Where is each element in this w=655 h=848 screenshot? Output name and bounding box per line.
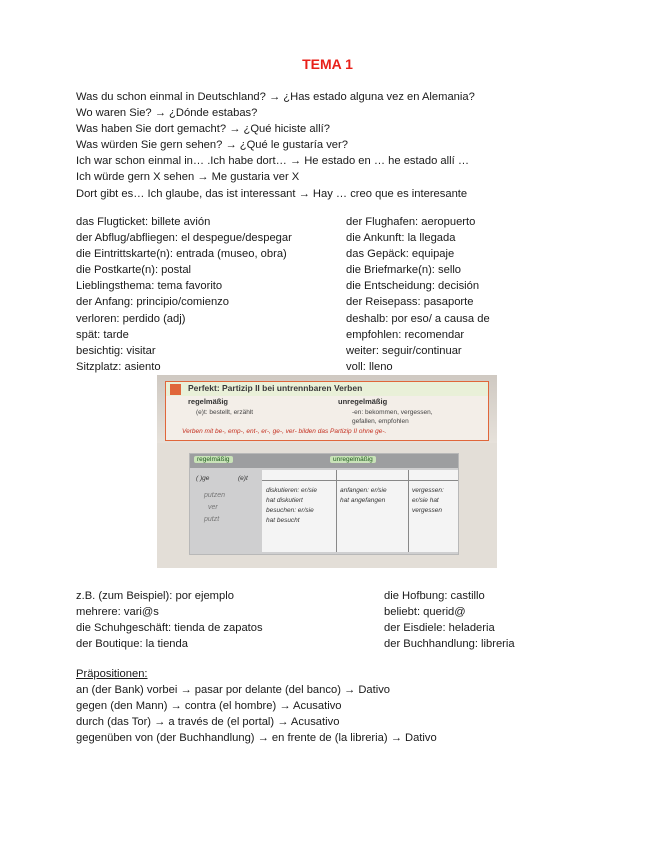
vocab-item: weiter: seguir/continuar [346, 344, 462, 357]
col-b-line: anfangen: er/sie [340, 487, 387, 494]
grammar-square-icon [170, 384, 181, 395]
phrase-item: der Buchhandlung: libreria [384, 638, 515, 651]
vocab-item: das Flugticket: billete avión [76, 216, 211, 228]
col-b-line: hat angefangen [340, 497, 386, 504]
preposition-item: durch (das Tor) → a través de (el portal) → Acusativo [76, 716, 340, 729]
prepositions-section [76, 666, 437, 746]
intro-line: Was würden Sie gern sehen? → ¿Qué le gustaría ver? [76, 139, 348, 152]
vocab-item: die Entscheidung: decisión [346, 280, 480, 293]
vocab-left-column [76, 214, 292, 375]
intro-section [76, 89, 475, 202]
col-a-line: diskutieren: er/sie [266, 487, 317, 494]
vocab-item: deshalb: por eso/ a causa de [346, 312, 490, 325]
phrases-right-column [384, 588, 515, 652]
photo-lower-area [157, 443, 497, 568]
col-c-line: vergessen [412, 507, 442, 514]
phrase-item: die Schuhgeschäft: tienda de zapatos [76, 622, 263, 635]
phrase-item: z.B. (zum Beispiel): por ejemplo [76, 590, 234, 602]
preposition-item: gegenüben von (der Buchhandlung) → en frente de (la libreria) → Dativo [76, 732, 437, 745]
vocab-right-column [346, 214, 490, 375]
phrase-item: die Hofbung: castillo [384, 590, 485, 602]
grammar-box [165, 381, 489, 441]
page-title: TEMA 1 [302, 56, 353, 72]
col-a-line: hat besucht [266, 517, 300, 524]
intro-line: Was du schon einmal in Deutschland? → ¿Has estado alguna vez en Alemania? [76, 91, 475, 103]
table-header: (e)t [238, 475, 248, 482]
card-band [190, 454, 458, 468]
grammar-heading: Perfekt: Partizip II bei untrennbaren Verben [188, 383, 363, 393]
intro-line: Dort gibt es… Ich glaube, das ist interessant → Hay … creo que es interesante [76, 187, 468, 200]
vocab-item: spät: tarde [76, 328, 129, 341]
card-white-area [262, 470, 458, 552]
rule-text: Verben mit be-, emp-, ent-, er-, ge-, ver- bilden das Partizip II ohne ge-. [182, 428, 387, 435]
col-a-line: hat diskutiert [266, 497, 303, 504]
margin-note: putzt [204, 516, 220, 523]
vocab-item: verloren: perdido (adj) [76, 312, 186, 325]
vocab-item: die Briefmarke(n): sello [346, 264, 462, 277]
vocab-item: empfohlen: recomendar [346, 328, 465, 341]
regular-label: regelmäßig [188, 397, 229, 406]
preposition-item: an (der Bank) vorbei → pasar por delante (del banco) → Dativo [76, 684, 391, 697]
tag-regular: regelmäßig [194, 456, 233, 463]
vocab-item: Lieblingsthema: tema favorito [76, 280, 223, 293]
photo-top-area [157, 375, 497, 443]
col-a-line: besuchen: er/sie [266, 507, 314, 514]
table-divider [336, 470, 337, 552]
grammar-box-header [166, 382, 488, 396]
vocab-item: der Abflug/abfliegen: el despegue/despegar [76, 232, 292, 245]
vocab-item: der Reisepass: pasaporte [346, 296, 474, 309]
irregular-label: unregelmäßig [338, 397, 388, 406]
prepositions-heading: Präpositionen: [76, 668, 148, 680]
preposition-item: gegen (den Mann) → contra (el hombre) → Acusativo [76, 700, 342, 713]
vocab-item: voll: lleno [346, 360, 393, 373]
margin-note: putzen [204, 492, 226, 499]
irregular-example-2: gefallen, empfohlen [352, 418, 409, 425]
vocab-item: Sitzplatz: asiento [76, 360, 161, 373]
vocab-item: besichtig: visitar [76, 344, 156, 357]
vocab-item: die Ankunft: la llegada [346, 232, 456, 245]
margin-note: ver [208, 504, 218, 511]
vocab-item: der Flughafen: aeropuerto [346, 216, 476, 228]
phrase-item: mehrere: vari@s [76, 606, 159, 619]
intro-line: Was haben Sie dort gemacht? → ¿Qué hiciste allí? [76, 123, 330, 136]
regular-example: (e)t: bestellt, erzählt [196, 409, 254, 416]
phrase-item: beliebt: querid@ [384, 606, 466, 619]
table-header: ( )ge [196, 475, 210, 482]
vocab-item: die Eintrittskarte(n): entrada (museo, obra) [76, 248, 287, 261]
col-c-line: vergessen: [412, 487, 444, 494]
table-divider [408, 470, 409, 552]
phrases-left-column [76, 588, 263, 652]
intro-line: Wo waren Sie? → ¿Dónde estabas? [76, 107, 258, 120]
col-c-line: er/sie hat [412, 497, 439, 504]
vocab-item: der Anfang: principio/comienzo [76, 296, 229, 309]
table-divider [262, 480, 458, 481]
conjugation-card [189, 453, 459, 555]
vocab-item: das Gepäck: equipaje [346, 248, 455, 261]
phrase-item: der Eisdiele: heladeria [384, 622, 495, 635]
intro-line: Ich würde gern X sehen → Me gustaria ver X [76, 171, 300, 184]
tag-irregular: unregelmäßig [330, 456, 376, 463]
intro-line: Ich war schon einmal in… .Ich habe dort… → He estado en … he estado allí … [76, 155, 470, 168]
phrase-item: der Boutique: la tienda [76, 638, 188, 651]
vocab-item: die Postkarte(n): postal [76, 264, 192, 277]
grammar-photo [157, 375, 497, 568]
irregular-example-1: -en: bekommen, vergessen, [352, 409, 433, 416]
